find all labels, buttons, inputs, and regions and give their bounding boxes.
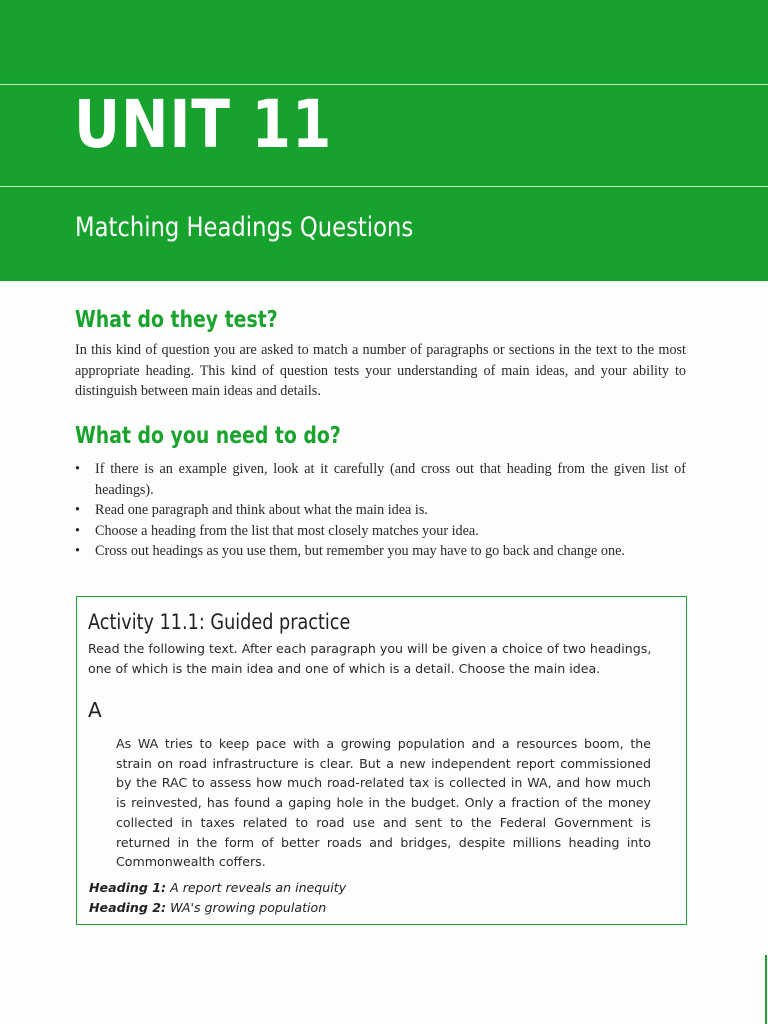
heading-option-2 bbox=[89, 902, 326, 915]
reading-passage: As WA tries to keep pace with a growing population and a resources boom, the strain on road infrastructure is clear. But a new independent report commissioned by the RAC to assess how much road-related tax is collected in WA, and how much is reinvested, has found a gaping hole in the budget. Only a fraction of the money collected in taxes related to road use and sent to the Federal Government is returned in the form of better roads and bridges, despite millions heading into Commonwealth coffers. bbox=[116, 736, 651, 870]
unit-banner bbox=[0, 0, 768, 281]
heading-option-label: Heading 2: bbox=[89, 900, 167, 915]
paragraph-letter: A bbox=[88, 698, 102, 722]
bullet-icon: • bbox=[75, 502, 80, 518]
section-heading-what-do: What do you need to do? bbox=[75, 423, 341, 449]
list-item bbox=[75, 500, 686, 521]
unit-title: UNIT 11 bbox=[74, 86, 333, 163]
instruction-list bbox=[75, 459, 686, 562]
list-item bbox=[75, 521, 686, 542]
banner-rule-top bbox=[0, 84, 768, 85]
heading-option-label: Heading 1: bbox=[89, 880, 167, 895]
heading-option-text: A report reveals an inequity bbox=[170, 880, 347, 895]
banner-rule-bottom bbox=[0, 186, 768, 187]
bullet-icon: • bbox=[75, 543, 80, 559]
bullet-icon: • bbox=[75, 522, 80, 539]
activity-instructions: Read the following text. After each paragraph you will be given a choice of two headings, one of which is the main idea and one of which is a detail. Choose the main idea. bbox=[88, 641, 652, 676]
unit-subtitle: Matching Headings Questions bbox=[75, 212, 414, 243]
list-item bbox=[75, 541, 686, 562]
section-heading-what-test: What do they test? bbox=[75, 307, 278, 333]
list-item-text: If there is an example given, look at it carefully (and cross out that heading from the given list of headings). bbox=[95, 461, 686, 498]
page-edge-marker bbox=[765, 955, 767, 1024]
bullet-icon: • bbox=[75, 461, 80, 477]
heading-option-text: WA's growing population bbox=[170, 900, 327, 915]
list-item-text: Cross out headings as you use them, but remember you may have to go back and change one. bbox=[95, 543, 625, 559]
heading-option-1 bbox=[89, 882, 346, 895]
list-item-text: Read one paragraph and think about what the main idea is. bbox=[95, 502, 428, 518]
activity-title: Activity 11.1: Guided practice bbox=[88, 610, 351, 634]
list-item-text: Choose a heading from the list that most closely matches your idea. bbox=[95, 522, 479, 539]
list-item bbox=[75, 459, 686, 500]
activity-box bbox=[76, 596, 687, 925]
section-text-what-test: In this kind of question you are asked to match a number of paragraphs or sections in the text to the most appropriate heading. This kind of question tests your understanding of main ideas, and your ability to distinguish between main ideas and details. bbox=[75, 342, 686, 399]
